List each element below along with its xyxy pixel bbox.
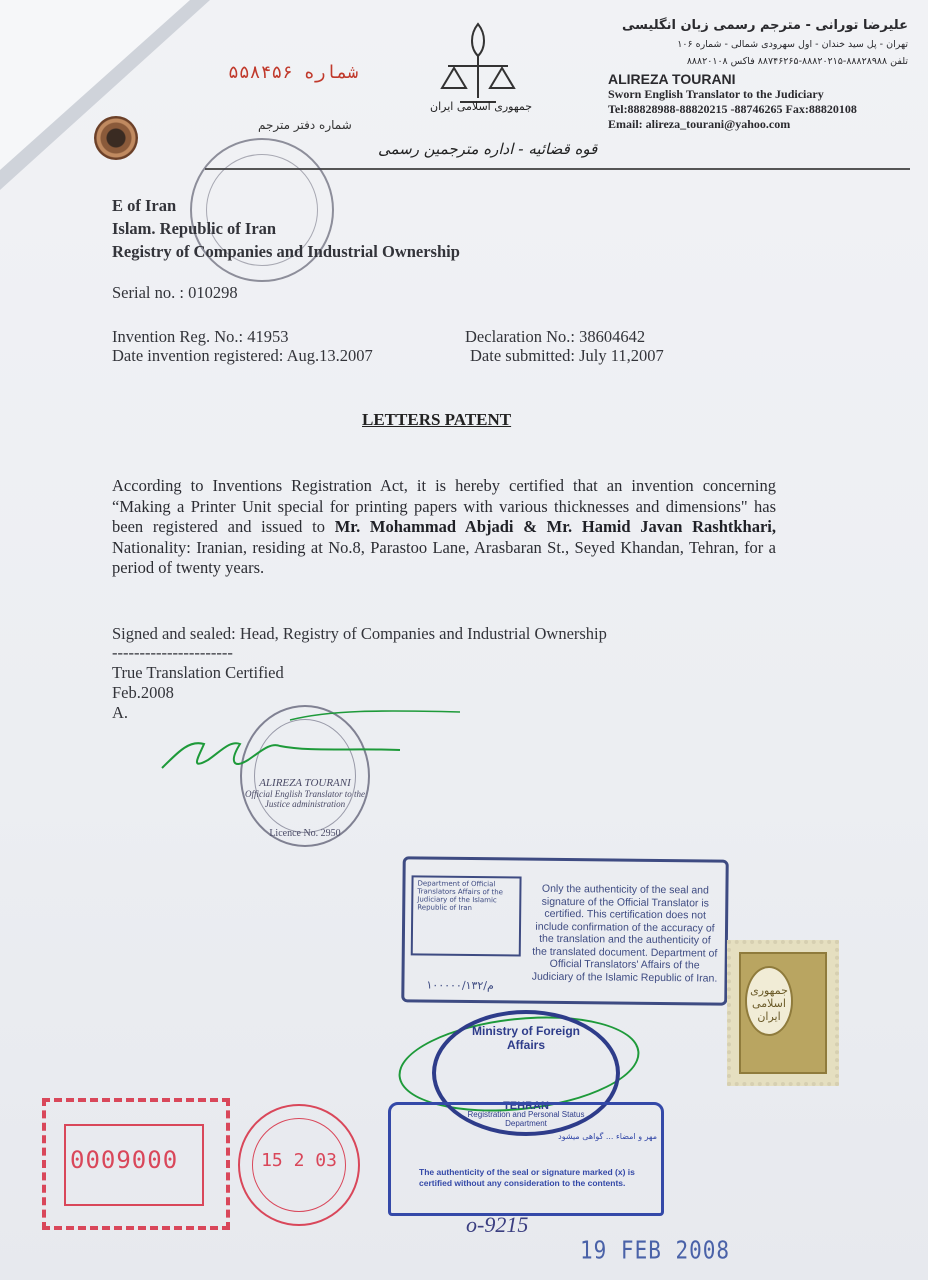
judiciary-fa-title: جمهوری اسلامی ایران	[430, 100, 533, 113]
scroll-en-text: The authenticity of the seal or signature marked (x) is certified without any consideration to the contents.	[419, 1167, 635, 1188]
translator-fa-name: علیرضا تورانی - مترجم رسمی زبان انگلیسی	[622, 18, 908, 33]
translator-en-phone: Tel:88828988-88820215 -88746265 Fax:88820108	[608, 102, 857, 116]
dash-separator: ----------------------	[112, 643, 233, 662]
inventor-names: Mr. Mohammad Abjadi & Mr. Hamid Javan Rashtkhari,	[334, 517, 776, 536]
translator-office-label: شماره دفتر مترجم	[258, 118, 352, 132]
grommet-icon	[94, 116, 138, 160]
translation-date: Feb.2008	[112, 683, 174, 702]
handwritten-number: o-9215	[466, 1212, 529, 1237]
dept-number: ۱۰۰۰۰۰/م/۱۳۲	[426, 978, 494, 993]
red-meter-number: 0009000	[70, 1146, 179, 1174]
doc-line-2: Islam. Republic of Iran	[112, 219, 277, 238]
dept-inner-box: Department of Official Translators Affairs of the Judiciary of the Islamic Republic of Iran	[411, 875, 522, 956]
red-meter-stamp	[42, 1098, 230, 1230]
translator-initial: A.	[112, 703, 129, 722]
para-text-b: Nationality: Iranian, residing at No.8, Parastoo Lane, Arasbaran St., Seyed Khandan, Tehran, for a period of twenty years.	[112, 537, 776, 577]
seal-translator-name: ALIREZA TOURANI	[259, 777, 351, 789]
scroll-fa-text: مهر و امضاء ... گواهی میشود	[558, 1132, 657, 1141]
translator-letterhead	[608, 18, 908, 132]
seal-translator-role: Official English Translator to the Justice administration	[244, 789, 365, 809]
ministry-city: TEHRAN	[503, 1100, 549, 1112]
translator-en-role: Sworn English Translator to the Judiciary	[608, 87, 824, 101]
judiciary-fa-subtitle: قوه قضائیه - اداره مترجمین رسمی	[378, 140, 598, 158]
authenticity-scroll-stamp	[388, 1102, 664, 1216]
seal-licence: Licence No. 2950	[269, 828, 341, 839]
red-date-stamp	[238, 1104, 360, 1226]
dept-translators-stamp	[401, 856, 729, 1005]
date-registered: Date invention registered: Aug.13.2007	[112, 346, 373, 365]
translator-fa-address: تهران - پل سید خندان - اول سهرودی شمالی - شماره ۱۰۶	[677, 39, 908, 50]
translator-en-email: Email: alireza_tourani@yahoo.com	[608, 117, 791, 131]
ministry-name: Ministry of Foreign Affairs	[472, 1024, 580, 1052]
date-stamp: 19 FEB 2008	[580, 1235, 731, 1265]
declaration-no: Declaration No.: 38604642	[465, 327, 646, 346]
serial-number-red: ۵۵۸۴۵۶ شماره	[228, 62, 359, 83]
date-submitted: Date submitted: July 11,2007	[470, 346, 664, 365]
doc-line-3: Registry of Companies and Industrial Ownership	[112, 242, 460, 261]
ministry-dept: Registration and Personal Status Department	[467, 1110, 585, 1128]
red-date-value: 15 2 03	[261, 1150, 337, 1171]
handwritten-signature	[160, 700, 500, 790]
true-translation: True Translation Certified	[112, 663, 284, 682]
translator-en-name: ALIREZA TOURANI	[608, 71, 736, 87]
translator-fa-phone: تلفن ۸۸۸۲۸۹۸۸-۸۸۸۲۰۲۱۵-۸۸۷۴۶۲۶۵ فاکس ۸۸۸۲۰۱۰۸	[686, 56, 908, 67]
para-text-a: According to Inventions Registration Act, it is hereby certified that an invention concerning “Making a Printer Unit special for printing papers with various thicknesses and dimensions" has been registered and issued to	[112, 476, 776, 536]
serial-no: Serial no. : 010298	[112, 283, 238, 302]
revenue-stamp-label: جمهوری اسلامی ایران	[745, 966, 793, 1036]
revenue-stamp	[727, 940, 839, 1086]
signed-sealed: Signed and sealed: Head, Registry of Companies and Industrial Ownership	[112, 624, 607, 643]
invention-reg-no: Invention Reg. No.: 41953	[112, 327, 289, 346]
dept-certification-text: Only the authenticity of the seal and signature of the Official Translator is certified. This certification does not include confirmation of the accuracy of the translation and the authenticity of the translated document. Department of Official Translators' Affairs of the Judiciary of the Islamic Republic of Iran.	[531, 882, 718, 985]
certification-paragraph	[112, 476, 776, 579]
document-title: LETTERS PATENT	[362, 410, 512, 429]
doc-line-1: E of Iran	[112, 196, 177, 215]
iran-emblem-icon	[436, 18, 520, 110]
